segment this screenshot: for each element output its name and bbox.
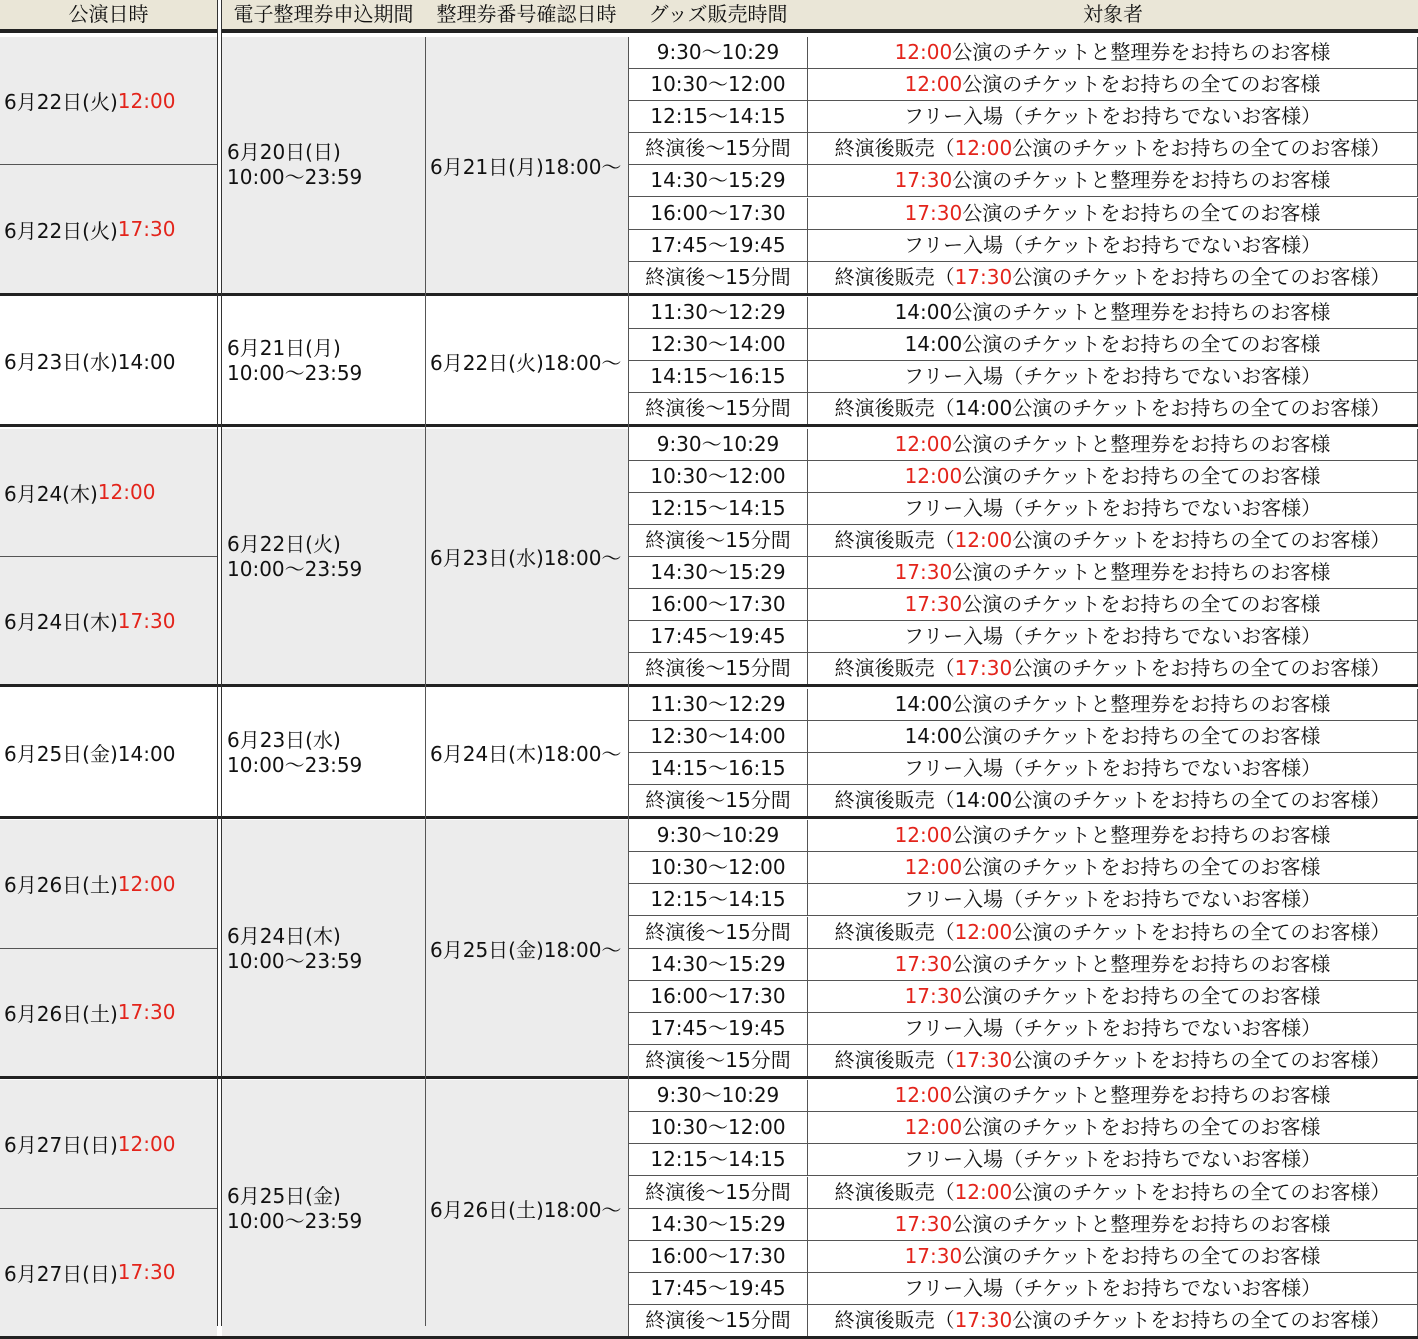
- target-cell: [808, 329, 1418, 361]
- show-time: 17:30: [117, 608, 176, 633]
- goods-time: 11:30〜12:29: [650, 300, 786, 324]
- apply-date: 6月22日(火): [227, 531, 341, 556]
- target-post: 公演のチケットをお持ちの全てのお客様）: [1012, 1179, 1391, 1204]
- target-cell: [808, 852, 1418, 884]
- target-pre: 終演後販売（: [834, 136, 955, 161]
- target-cell: [808, 689, 1418, 721]
- goods-time-cell: [628, 621, 808, 653]
- goods-time: 12:15〜14:15: [650, 104, 786, 129]
- goods-time: 16:00〜17:30: [650, 1243, 786, 1268]
- goods-time-cell: [628, 949, 808, 981]
- header-goods-time: グッズ販売時間: [628, 0, 808, 33]
- goods-time: 14:30〜15:29: [650, 168, 786, 193]
- confirm-datetime: 6月26日(土)18:00〜: [430, 1198, 622, 1223]
- group-divider: [0, 816, 1418, 819]
- target-show-time: 17:30: [954, 656, 1013, 681]
- target-show-time: 17:30: [954, 1047, 1013, 1072]
- target-show-time: 12:00: [904, 72, 963, 97]
- goods-time-cell: [628, 329, 808, 361]
- col-divider-confirm: [628, 37, 629, 1326]
- target-pre: フリー入場（チケットをお持ちでないお客様）: [903, 624, 1322, 649]
- target-pre: フリー入場（チケットをお持ちでないお客様）: [903, 755, 1322, 780]
- target-post: 公演のチケットをお持ちの全てのお客様）: [1012, 919, 1391, 944]
- target-show-time: 12:00: [894, 1083, 953, 1108]
- target-pre: 14:00公演のチケットをお持ちの全てのお客様: [904, 723, 1321, 748]
- show-time: 17:30: [117, 1260, 176, 1285]
- apply-time: 10:00〜23:59: [227, 1208, 363, 1233]
- target-cell: [808, 1209, 1418, 1241]
- header-apply-period: 電子整理券申込期間: [222, 0, 425, 33]
- goods-time-cell: [628, 37, 808, 69]
- goods-time-cell: [628, 1144, 808, 1176]
- goods-time-cell: [628, 69, 808, 101]
- goods-time: 終演後〜15分間: [645, 1307, 791, 1332]
- goods-time: 10:30〜12:00: [650, 463, 786, 488]
- target-cell: [808, 1177, 1418, 1209]
- goods-time: 9:30〜10:29: [656, 1083, 780, 1108]
- show-date: 6月25日(金)14:00: [4, 741, 176, 766]
- target-cell: [808, 101, 1418, 133]
- target-cell: [808, 1241, 1418, 1273]
- goods-time: 17:45〜19:45: [650, 1275, 786, 1300]
- show-datetime-cell: [0, 297, 217, 425]
- target-cell: [808, 557, 1418, 589]
- header-show-datetime: 公演日時: [0, 0, 217, 33]
- goods-time: 終演後〜15分間: [645, 527, 791, 552]
- goods-time-cell: [628, 429, 808, 461]
- target-show-time: 17:30: [894, 560, 953, 584]
- confirm-datetime: 6月25日(金)18:00〜: [430, 938, 622, 963]
- group-divider: [0, 293, 1418, 296]
- show-datetime-cell: [0, 949, 217, 1077]
- goods-time: 終演後〜15分間: [645, 919, 791, 944]
- target-cell: [808, 589, 1418, 621]
- goods-time-cell: [628, 165, 808, 197]
- target-pre: フリー入場（チケットをお持ちでないお客様）: [903, 887, 1322, 912]
- goods-time: 16:00〜17:30: [650, 592, 786, 617]
- target-cell: [808, 361, 1418, 393]
- show-date: 6月26日(土): [4, 873, 118, 898]
- goods-time: 14:30〜15:29: [650, 1211, 786, 1236]
- show-time: 12:00: [117, 88, 176, 113]
- target-pre: フリー入場（チケットをお持ちでないお客様）: [903, 364, 1322, 389]
- apply-date: 6月23日(水): [227, 727, 341, 752]
- show-datetime-cell: [0, 689, 217, 817]
- target-pre: 14:00公演のチケットと整理券をお持ちのお客様: [894, 691, 1331, 716]
- target-cell: [808, 37, 1418, 69]
- apply-period-cell: [222, 689, 425, 817]
- target-cell: [808, 653, 1418, 685]
- col-divider-apply: [425, 37, 426, 1326]
- target-show-time: 12:00: [954, 136, 1013, 161]
- target-cell: [808, 820, 1418, 852]
- goods-time: 10:30〜12:00: [650, 855, 786, 880]
- target-post: 公演のチケットをお持ちの全てのお客様）: [1012, 656, 1391, 681]
- target-post: 公演のチケットと整理券をお持ちのお客様: [952, 1211, 1331, 1236]
- target-post: 公演のチケットをお持ちの全てのお客様）: [1012, 264, 1391, 289]
- target-pre: 終演後販売（: [834, 1179, 955, 1204]
- goods-time-cell: [628, 753, 808, 785]
- goods-time-cell: [628, 101, 808, 133]
- goods-time: 12:30〜14:00: [650, 332, 786, 357]
- goods-time: 16:00〜17:30: [650, 200, 786, 225]
- target-pre: 14:00公演のチケットと整理券をお持ちのお客様: [894, 300, 1331, 324]
- target-post: 公演のチケットをお持ちの全てのお客様）: [1012, 136, 1391, 161]
- goods-time-cell: [628, 689, 808, 721]
- goods-time: 14:30〜15:29: [650, 951, 786, 976]
- target-post: 公演のチケットをお持ちの全てのお客様: [962, 200, 1321, 225]
- goods-time-cell: [628, 884, 808, 916]
- goods-time: 16:00〜17:30: [650, 983, 786, 1008]
- target-cell: [808, 981, 1418, 1013]
- target-cell: [808, 721, 1418, 753]
- target-pre: フリー入場（チケットをお持ちでないお客様）: [903, 1147, 1322, 1172]
- goods-time-cell: [628, 1273, 808, 1305]
- show-datetime-cell: [0, 429, 217, 557]
- target-pre: 終演後販売（: [834, 1307, 955, 1332]
- goods-time-cell: [628, 852, 808, 884]
- target-post: 公演のチケットをお持ちの全てのお客様: [962, 463, 1321, 488]
- goods-time: 終演後〜15分間: [645, 136, 791, 161]
- goods-time-cell: [628, 557, 808, 589]
- group-divider: [0, 684, 1418, 687]
- target-show-time: 17:30: [954, 1307, 1013, 1332]
- confirm-datetime-cell: [425, 297, 628, 425]
- target-post: 公演のチケットをお持ちの全てのお客様: [962, 1115, 1321, 1140]
- target-pre: 終演後販売（: [834, 656, 955, 681]
- target-post: 公演のチケットをお持ちの全てのお客様: [962, 855, 1321, 880]
- show-datetime-cell: [0, 165, 217, 293]
- target-show-time: 12:00: [954, 527, 1013, 552]
- target-cell: [808, 165, 1418, 197]
- goods-time-cell: [628, 785, 808, 817]
- goods-time-cell: [628, 1013, 808, 1045]
- target-cell: [808, 133, 1418, 165]
- target-show-time: 12:00: [894, 431, 953, 456]
- goods-time-cell: [628, 1177, 808, 1209]
- target-pre: 終演後販売（: [834, 527, 955, 552]
- confirm-datetime-cell: [425, 37, 628, 294]
- goods-time: 12:15〜14:15: [650, 887, 786, 912]
- goods-time-cell: [628, 230, 808, 262]
- apply-period-cell: [222, 37, 425, 294]
- goods-time-cell: [628, 461, 808, 493]
- target-cell: [808, 525, 1418, 557]
- goods-time: 17:45〜19:45: [650, 1015, 786, 1040]
- group-divider: [0, 1076, 1418, 1079]
- target-cell: [808, 69, 1418, 101]
- goods-time: 9:30〜10:29: [656, 40, 780, 64]
- show-date: 6月22日(火): [4, 90, 118, 115]
- apply-period-cell: [222, 1080, 425, 1337]
- apply-time: 10:00〜23:59: [227, 752, 363, 777]
- apply-date: 6月25日(金): [227, 1183, 341, 1208]
- goods-time: 14:30〜15:29: [650, 560, 786, 584]
- target-pre: 終演後販売（: [834, 264, 955, 289]
- goods-time: 12:15〜14:15: [650, 1147, 786, 1172]
- apply-period-cell: [222, 820, 425, 1077]
- target-post: 公演のチケットをお持ちの全てのお客様: [962, 1243, 1321, 1268]
- goods-time-cell: [628, 262, 808, 294]
- apply-time: 10:00〜23:59: [227, 361, 363, 386]
- target-cell: [808, 1305, 1418, 1337]
- target-cell: [808, 262, 1418, 294]
- confirm-datetime-cell: [425, 820, 628, 1077]
- target-post: 公演のチケットをお持ちの全てのお客様）: [1012, 1047, 1391, 1072]
- apply-period-cell: [222, 297, 425, 425]
- show-time: 12:00: [117, 1131, 176, 1156]
- goods-time: 10:30〜12:00: [650, 1115, 786, 1140]
- target-show-time: 17:30: [904, 983, 963, 1008]
- goods-time: 17:45〜19:45: [650, 232, 786, 257]
- target-post: 公演のチケットをお持ちの全てのお客様: [962, 983, 1321, 1008]
- goods-time: 12:30〜14:00: [650, 723, 786, 748]
- goods-time-cell: [628, 721, 808, 753]
- target-pre: 14:00公演のチケットをお持ちの全てのお客様: [904, 332, 1321, 357]
- goods-time-cell: [628, 361, 808, 393]
- apply-time: 10:00〜23:59: [227, 165, 363, 190]
- target-post: 公演のチケットをお持ちの全てのお客様: [962, 592, 1321, 617]
- goods-time: 17:45〜19:45: [650, 624, 786, 649]
- goods-time: 終演後〜15分間: [645, 1047, 791, 1072]
- goods-time-cell: [628, 1045, 808, 1077]
- header-target: 対象者: [808, 0, 1418, 33]
- target-cell: [808, 1013, 1418, 1045]
- goods-time-cell: [628, 589, 808, 621]
- show-datetime-cell: [0, 37, 217, 165]
- confirm-datetime: 6月23日(水)18:00〜: [430, 546, 622, 571]
- target-post: 公演のチケットをお持ちの全てのお客様: [962, 72, 1321, 97]
- group-divider: [0, 424, 1418, 427]
- show-date: 6月27日(日): [4, 1133, 118, 1158]
- goods-time-cell: [628, 820, 808, 852]
- target-show-time: 17:30: [894, 168, 953, 193]
- target-cell: [808, 461, 1418, 493]
- confirm-datetime-cell: [425, 1080, 628, 1337]
- show-date: 6月22日(火): [4, 218, 118, 243]
- target-cell: [808, 884, 1418, 916]
- target-post: 公演のチケットと整理券をお持ちのお客様: [952, 823, 1331, 848]
- confirm-datetime: 6月21日(月)18:00〜: [430, 154, 622, 179]
- goods-time: 終演後〜15分間: [645, 787, 791, 812]
- target-cell: [808, 753, 1418, 785]
- goods-time-cell: [628, 1112, 808, 1144]
- target-post: 公演のチケットをお持ちの全てのお客様）: [1012, 527, 1391, 552]
- col-gap-left: [217, 0, 218, 1326]
- target-show-time: 17:30: [904, 1243, 963, 1268]
- target-cell: [808, 1144, 1418, 1176]
- target-pre: フリー入場（チケットをお持ちでないお客様）: [903, 1275, 1322, 1300]
- apply-period-cell: [222, 429, 425, 686]
- target-post: 公演のチケットと整理券をお持ちのお客様: [952, 1083, 1331, 1108]
- target-cell: [808, 917, 1418, 949]
- apply-date: 6月24日(木): [227, 923, 341, 948]
- goods-time: 10:30〜12:00: [650, 72, 786, 97]
- target-cell: [808, 393, 1418, 425]
- target-post: 公演のチケットと整理券をお持ちのお客様: [952, 168, 1331, 193]
- apply-time: 10:00〜23:59: [227, 948, 363, 973]
- target-post: 公演のチケットと整理券をお持ちのお客様: [952, 40, 1331, 64]
- goods-time-cell: [628, 198, 808, 230]
- target-post: 公演のチケットをお持ちの全てのお客様）: [1012, 1307, 1391, 1332]
- target-show-time: 17:30: [904, 592, 963, 617]
- goods-time-cell: [628, 297, 808, 329]
- show-time: 17:30: [117, 217, 176, 242]
- goods-time-cell: [628, 525, 808, 557]
- target-cell: [808, 429, 1418, 461]
- confirm-datetime-cell: [425, 429, 628, 686]
- confirm-datetime: 6月22日(火)18:00〜: [430, 350, 622, 375]
- goods-time-cell: [628, 1080, 808, 1112]
- target-cell: [808, 297, 1418, 329]
- target-pre: フリー入場（チケットをお持ちでないお客様）: [903, 232, 1322, 257]
- goods-time-cell: [628, 1209, 808, 1241]
- show-time: 12:00: [97, 480, 156, 505]
- show-time: 12:00: [117, 871, 176, 896]
- goods-time: 終演後〜15分間: [645, 396, 791, 421]
- target-show-time: 17:30: [904, 200, 963, 225]
- target-post: 公演のチケットと整理券をお持ちのお客様: [952, 431, 1331, 456]
- target-post: 公演のチケットと整理券をお持ちのお客様: [952, 560, 1331, 584]
- target-cell: [808, 230, 1418, 262]
- show-date: 6月26日(土): [4, 1001, 118, 1026]
- show-date: 6月23日(水)14:00: [4, 350, 176, 375]
- goods-time: 9:30〜10:29: [656, 431, 780, 456]
- target-show-time: 17:30: [894, 1211, 953, 1236]
- goods-time: 終演後〜15分間: [645, 656, 791, 681]
- target-cell: [808, 1112, 1418, 1144]
- target-cell: [808, 1045, 1418, 1077]
- target-cell: [808, 621, 1418, 653]
- target-pre: フリー入場（チケットをお持ちでないお客様）: [903, 104, 1322, 129]
- target-show-time: 12:00: [894, 823, 953, 848]
- target-cell: [808, 785, 1418, 817]
- show-datetime-cell: [0, 1209, 217, 1337]
- confirm-datetime-cell: [425, 689, 628, 817]
- goods-time-cell: [628, 1305, 808, 1337]
- target-show-time: 12:00: [904, 855, 963, 880]
- target-pre: 終演後販売（14:00公演のチケットをお持ちの全てのお客様）: [834, 396, 1391, 421]
- target-show-time: 12:00: [954, 1179, 1013, 1204]
- goods-time: 終演後〜15分間: [645, 1179, 791, 1204]
- goods-time: 9:30〜10:29: [656, 823, 780, 848]
- goods-time-cell: [628, 493, 808, 525]
- goods-time: 11:30〜12:29: [650, 691, 786, 716]
- target-show-time: 12:00: [904, 1115, 963, 1140]
- target-pre: フリー入場（チケットをお持ちでないお客様）: [903, 495, 1322, 520]
- goods-time-cell: [628, 981, 808, 1013]
- target-pre: 終演後販売（: [834, 1047, 955, 1072]
- goods-time: 14:15〜16:15: [650, 364, 786, 389]
- apply-time: 10:00〜23:59: [227, 556, 363, 581]
- col-gap-right: [221, 0, 222, 1326]
- goods-time: 終演後〜15分間: [645, 264, 791, 289]
- goods-time-cell: [628, 1241, 808, 1273]
- show-datetime-cell: [0, 820, 217, 948]
- show-date: 6月24日(木): [4, 610, 118, 635]
- apply-date: 6月20日(日): [227, 140, 341, 165]
- target-show-time: 12:00: [904, 463, 963, 488]
- target-pre: フリー入場（チケットをお持ちでないお客様）: [903, 1015, 1322, 1040]
- goods-time-cell: [628, 653, 808, 685]
- target-show-time: 17:30: [954, 264, 1013, 289]
- target-cell: [808, 198, 1418, 230]
- target-cell: [808, 1273, 1418, 1305]
- goods-time: 14:15〜16:15: [650, 755, 786, 780]
- target-cell: [808, 493, 1418, 525]
- show-time: 17:30: [117, 1000, 176, 1025]
- show-datetime-cell: [0, 1080, 217, 1208]
- target-cell: [808, 949, 1418, 981]
- target-post: 公演のチケットと整理券をお持ちのお客様: [952, 951, 1331, 976]
- confirm-datetime: 6月24日(木)18:00〜: [430, 742, 622, 767]
- goods-time: 12:15〜14:15: [650, 495, 786, 520]
- target-pre: 終演後販売（14:00公演のチケットをお持ちの全てのお客様）: [834, 787, 1391, 812]
- target-show-time: 17:30: [894, 951, 953, 976]
- goods-time-cell: [628, 917, 808, 949]
- show-date: 6月24(木): [4, 481, 98, 506]
- target-show-time: 12:00: [954, 919, 1013, 944]
- target-pre: 終演後販売（: [834, 919, 955, 944]
- show-date: 6月27日(日): [4, 1261, 118, 1286]
- goods-time-cell: [628, 133, 808, 165]
- target-cell: [808, 1080, 1418, 1112]
- goods-time-cell: [628, 393, 808, 425]
- target-show-time: 12:00: [894, 40, 953, 64]
- header-confirm-datetime: 整理券番号確認日時: [425, 0, 628, 33]
- show-datetime-cell: [0, 557, 217, 685]
- apply-date: 6月21日(月): [227, 336, 341, 361]
